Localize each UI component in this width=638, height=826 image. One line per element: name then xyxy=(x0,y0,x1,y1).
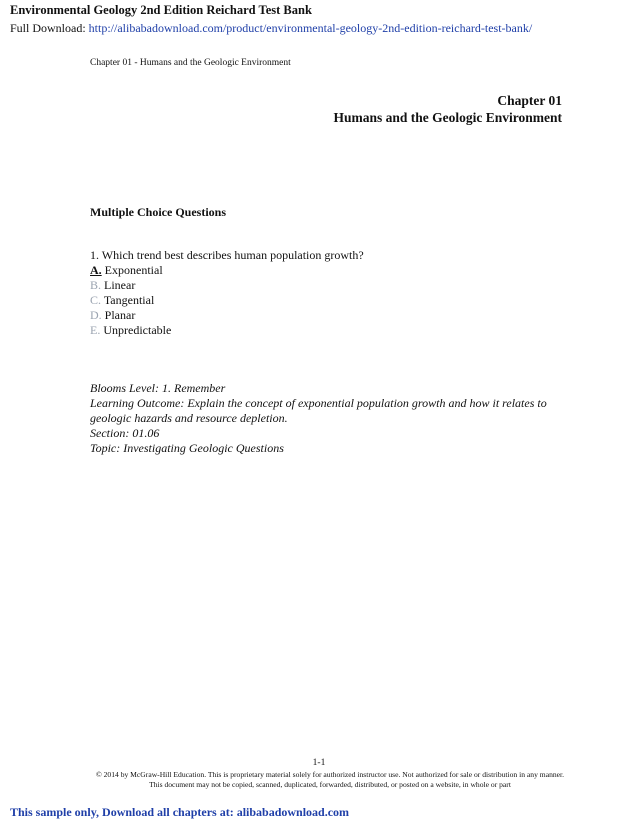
option-text: Unpredictable xyxy=(103,323,172,337)
running-head: Chapter 01 - Humans and the Geologic Environment xyxy=(90,58,291,68)
chapter-heading xyxy=(333,92,562,126)
chapter-number: Chapter 01 xyxy=(497,93,562,108)
chapter-title: Humans and the Geologic Environment xyxy=(333,110,562,125)
question-metadata xyxy=(90,381,570,456)
option-d xyxy=(90,308,364,323)
topic: Topic: Investigating Geologic Questions xyxy=(90,441,284,455)
blooms-level: Blooms Level: 1. Remember xyxy=(90,381,226,395)
copyright-notice: © 2014 by McGraw-Hill Education. This is proprietary material solely for authorized instructor use. Not authorized for sale or distribution in any manner. This document may not be copied, scanned, duplicated, forwarded, distributed, or posted on a website, in whole or part xyxy=(95,770,565,789)
option-text: Tangential xyxy=(103,293,155,307)
download-line xyxy=(10,21,532,36)
bottom-download-banner[interactable]: This sample only, Download all chapters at: alibabadownload.com xyxy=(10,805,350,819)
option-e xyxy=(90,323,364,338)
option-text: Linear xyxy=(104,278,136,292)
option-a xyxy=(90,263,364,278)
section-heading: Multiple Choice Questions xyxy=(90,205,227,219)
section-ref: Section: 01.06 xyxy=(90,426,160,440)
question-block xyxy=(90,248,364,338)
option-b xyxy=(90,278,364,293)
option-letter: B. xyxy=(90,278,102,292)
banner-title: Environmental Geology 2nd Edition Reichard Test Bank xyxy=(10,3,312,17)
download-label: Full Download: xyxy=(10,21,86,35)
option-c xyxy=(90,293,364,308)
page-number: 1-1 xyxy=(312,758,326,768)
learning-outcome: Learning Outcome: Explain the concept of exponential population growth and how it relates to geologic hazards and resource depletion. xyxy=(90,396,547,425)
option-letter: E. xyxy=(90,323,101,337)
option-letter: D. xyxy=(90,308,102,322)
option-letter: C. xyxy=(90,293,102,307)
option-letter: A. xyxy=(90,263,102,277)
question-stem: 1. Which trend best describes human population growth? xyxy=(90,248,364,262)
option-text: Planar xyxy=(104,308,136,322)
download-link[interactable]: http://alibabadownload.com/product/environmental-geology-2nd-edition-reichard-test-bank/ xyxy=(88,21,533,35)
option-text: Exponential xyxy=(104,263,163,277)
